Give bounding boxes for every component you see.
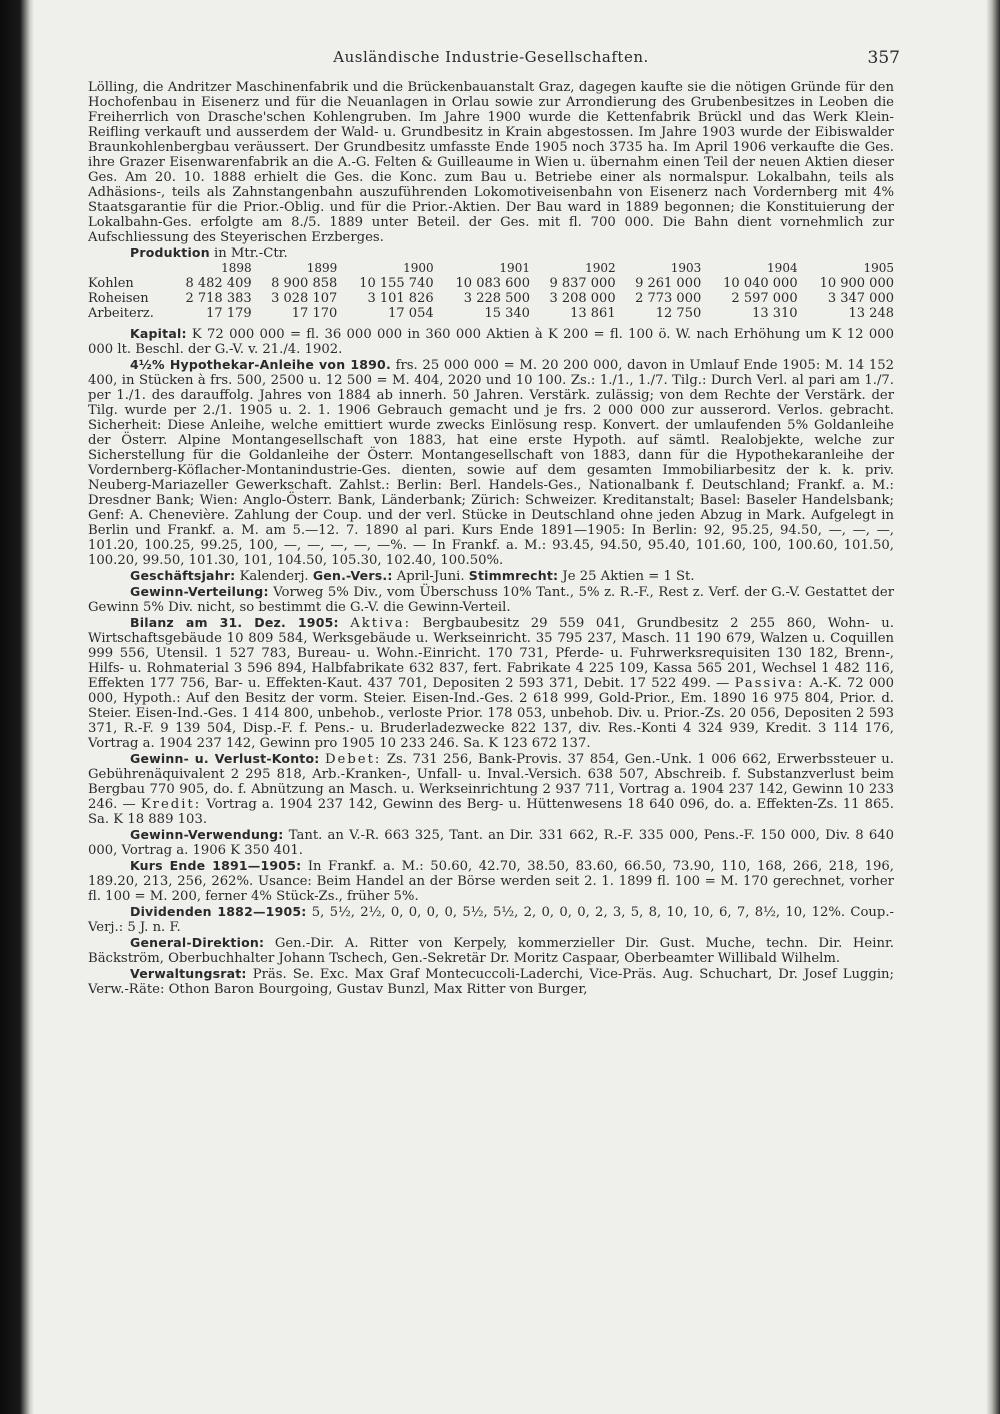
section-heading: 4½% Hypothekar-Anleihe von 1890. bbox=[130, 357, 391, 372]
section-heading: General-Direktion: bbox=[130, 935, 265, 950]
production-row-roheisen bbox=[88, 291, 894, 306]
year-header: 1904 bbox=[767, 261, 798, 275]
production-year-row bbox=[88, 261, 894, 276]
section-heading: Dividenden 1882—1905: bbox=[130, 904, 307, 919]
row-label: Arbeiterz. bbox=[88, 306, 154, 321]
section-text: Präs. Se. Exc. Max Graf Montecuccoli-Laderchi, Vice-Präs. Aug. Schuchart, Dr. Josef Luggin; Verw.-Räte: Othon Baron Bourgoing, Gustav Bunzl, Max Ritter von Burger, bbox=[88, 967, 894, 997]
section-heading: Gen.-Vers.: bbox=[312, 568, 393, 583]
section-heading: Verwaltungsrat: bbox=[130, 966, 247, 981]
scan-edge-right bbox=[986, 0, 1000, 1414]
section-heading: Bilanz am 31. Dez. 1905: bbox=[130, 615, 339, 630]
table-cell: 3 347 000 bbox=[827, 291, 894, 306]
page-number: 357 bbox=[867, 48, 900, 68]
row-label: Kohlen bbox=[88, 276, 134, 291]
year-header: 1903 bbox=[670, 261, 702, 275]
geschaeftsjahr-section bbox=[88, 568, 894, 584]
gewinn-verwendung-section bbox=[88, 827, 894, 858]
section-heading: Stimmrecht: bbox=[468, 568, 559, 583]
section-sublabel: In Frankf. a. M.: bbox=[307, 859, 424, 874]
production-row-kohlen bbox=[88, 276, 894, 291]
table-cell: 13 310 bbox=[752, 306, 798, 321]
section-heading: Gewinn-Verteilung: bbox=[130, 584, 269, 599]
section-heading: Gewinn- u. Verlust-Konto: bbox=[130, 751, 320, 766]
production-heading-line bbox=[88, 245, 894, 261]
section-text: frs. 25 000 000 = M. 20 200 000, davon in Umlauf Ende 1905: M. 14 152 400, in Stücken à frs. 500, 2500 u. 12 500 = M. 404, 2020 und 10 100. Zs.: 1./1., 1./7. Tilg.: Durch Verl. al pari am 1./7. per 1./1. des darauffolg. Jahres von 1884 ab innerh. 50 Jahren. Verstärk. zulässig; von dem Rechte der Verstärk. der Tilg. wurde per 2./1. 1905 u. 2. 1. 1906 Gebrauch gemacht und je frs. 2 000 000 zur ausserord. Verlos. gebracht. Sicherheit: Diese Anleihe, welche emittiert wurde zwecks Einlösung resp. Konvert. der umlaufenden 5% Goldanleihe der Österr. Alpine Montangesellschaft von 1883, hat eine erste Hypoth. auf sämtl. Realobjekte, welche zur Sicherstellung für die Goldanleihe der Österr. Montangesellschaft von 1883, dann für die Hypothekaranleihe der Vordernberg-Köflacher-Montanindustrie-Ges. dienten, sowie auf dem gesamten Immobiliarbesitz der k. k. priv. Neuberg-Mariazeller Gewerkschaft. Zahlst.: Berlin: Berl. Handels-Ges., Nationalbank f. Deutschland; Frankf. a. M.: Dresdner Bank; Wien: Anglo-Österr. Bank, Länderbank; Zürich: Schweizer. Kreditanstalt; Basel: Baseler Handelsbank; Genf: A. Chenevière. Zahlung der Coup. und der verl. Stücke in Deutschland ohne jeden Abzug in Mark. Aufgelegt in Berlin und Frankf. a. M. am 5.—12. 7. 1890 al pari. Kurs Ende 1891—1905: In Berlin: 92, 95.25, 94.50, —, —, —, 101.20, 100.25, 99.25, 100, —, —, —, —, —%. — In Frankf. a. M.: 93.45, 94.50, 95.40, 101.60, 100, 100.60, 101.50, 100.20, 99.50, 101.30, 101, 104.50, 105.30, 102.40, 100.50%. bbox=[88, 358, 894, 568]
table-cell: 13 861 bbox=[570, 306, 616, 321]
table-cell: 8 900 858 bbox=[271, 276, 338, 291]
intro-paragraph: Lölling, die Andritzer Maschinenfabrik und die Brückenbauanstalt Graz, dagegen kaufte sie die nötigen Gründe für den Hochofenbau in Eisenerz und für die Neuanlagen in Orlau sowie zur Arrondierung des Grubenbesitzes in Leoben die Freiherrlich von Drasche'schen Kohlengruben. Im Jahre 1900 wurde die Kettenfabrik Brückl und das Werk Klein-Reifling verkauft und ausserdem der Wald- u. Grundbesitz in Krain abgestossen. Im Jahre 1903 wurde der Eibiswalder Braunkohlenbergbau veräussert. Der Grundbesitz umfasste Ende 1905 noch 3735 ha. Im April 1906 verkaufte die Ges. ihre Grazer Eisenwarenfabrik an die A.-G. Felten & Guilleaume in Wien u. übernahm einen Teil der neuen Aktien dieser Ges. Am 20. 10. 1888 erhielt die Ges. die Konc. zum Bau u. Betriebe einer als normalspur. Lokalbahn, teils als Adhäsions-, teils als Zahnstangenbahn auszuführenden Lokomotiveisenbahn von Eisenerz nach Vordernberg mit 4% Staatsgarantie für die Prior.-Oblig. und für die Prior.-Aktien. Der Bau ward in 1889 begonnen; die Konstituierung der Lokalbahn-Ges. erfolgte am 8./5. 1889 unter Beteil. der Ges. mit fl. 700 000. Die Bahn dient vornehmlich zur Aufschliessung des Steyerischen Erzberges. bbox=[88, 80, 894, 245]
table-cell: 3 101 826 bbox=[367, 291, 434, 306]
table-cell: 9 837 000 bbox=[549, 276, 616, 291]
table-cell: 17 170 bbox=[291, 306, 338, 321]
table-cell: 15 340 bbox=[484, 306, 530, 321]
table-cell: 10 155 740 bbox=[359, 276, 434, 291]
section-text: Je 25 Aktien = 1 St. bbox=[562, 569, 695, 584]
dividenden-section bbox=[88, 904, 894, 935]
table-cell: 17 179 bbox=[206, 306, 252, 321]
table-cell: 9 261 000 bbox=[635, 276, 702, 291]
row-label: Roheisen bbox=[88, 291, 149, 306]
year-header: 1898 bbox=[221, 261, 252, 275]
document-page bbox=[88, 48, 900, 997]
section-sublabel: Debet: bbox=[324, 752, 382, 767]
section-text: Kalenderj. bbox=[239, 569, 309, 584]
kapital-section bbox=[88, 326, 894, 357]
year-header: 1905 bbox=[863, 261, 894, 275]
section-text: A.-K. 72 000 000, Hypoth.: Auf den Besitz der vorm. Steier. Eisen-Ind.-Ges. 2 618 999, Gold-Prior., Em. 1890 16 975 804, Prior. d. Steier. Eisen-Ind.-Ges. 1 414 800, unbehob., verloste Prior. 178 053, unbehob. Div. u. Prior.-Zs. 20 056, Depositen 2 593 371, R.-F. 9 139 504, Disp.-F. f. Pens.- u. Bruderladezwecke 822 137, div. Res.-Konti 4 324 939, Kredit. 3 114 176, Vortrag a. 1904 237 142, Gewinn pro 1905 10 233 246. Sa. K 123 672 137. bbox=[88, 676, 894, 751]
direktion-section bbox=[88, 935, 894, 966]
section-heading: Gewinn-Verwendung: bbox=[130, 827, 284, 842]
running-title: Ausländische Industrie-Gesellschaften. bbox=[333, 48, 649, 66]
section-text: Vorweg 5% Div., vom Überschuss 10% Tant., 5% z. R.-F., Rest z. Verf. der G.-V. Gestattet der Gewinn 5% Div. nicht, so bestimmt die G.-V. die Gewinn-Verteil. bbox=[88, 585, 894, 615]
kurs-section bbox=[88, 858, 894, 904]
section-text: K 72 000 000 = fl. 36 000 000 in 360 000 Aktien à K 200 = fl. 100 ö. W. nach Erhöhung um K 12 000 000 lt. Beschl. der G.-V. v. 21./4. 1902. bbox=[88, 327, 894, 357]
table-cell: 13 248 bbox=[848, 306, 894, 321]
section-text: Vortrag a. 1904 237 142, Gewinn des Berg- u. Hüttenwesens 18 640 096, do. a. Effekten-Zs. 11 865. Sa. K 18 889 103. bbox=[88, 797, 894, 827]
section-text: Tant. an V.-R. 663 325, Tant. an Dir. 331 662, R.-F. 335 000, Pens.-F. 150 000, Div. 8 640 000, Vortrag a. 1906 K 350 401. bbox=[88, 828, 894, 858]
production-table bbox=[88, 261, 894, 321]
section-text: 50.60, 42.70, 38.50, 83.60, 66.50, 73.90, 110, 168, 266, 218, 196, 189.20, 213, 256, 262%. Usance: Beim Handel an der Börse werden seit 2. 1. 1899 fl. 100 = M. 170 gerechnet, vorher fl. 100 = M. 200, ferner 4% Stück-Zs., früher 5%. bbox=[88, 859, 894, 904]
table-cell: 2 773 000 bbox=[635, 291, 702, 306]
section-text: Zs. 731 256, Bank-Provis. 37 854, Gen.-Unk. 1 006 662, Erwerbssteuer u. Gebührenäquivalent 2 295 818, Arb.-Kranken-, Unfall- u. Inval.-Versich. 638 507, Abschreib. f. Substanzverlust beim Bergbau 770 905, do. f. Abnützung an Masch. u. Werkseinrichtung 2 937 711, Vortrag a. 1904 237 142, Gewinn 10 233 246. — bbox=[88, 752, 894, 812]
table-cell: 12 750 bbox=[655, 306, 702, 321]
section-heading: Geschäftsjahr: bbox=[130, 568, 236, 583]
section-text: April-Juni. bbox=[396, 569, 465, 584]
table-cell: 10 040 000 bbox=[723, 276, 798, 291]
section-text: Gen.-Dir. A. Ritter von Kerpely, kommerzieller Dir. Gust. Muche, techn. Dir. Heinr. Bäckström, Oberbuchhalter Johann Tschech, Gen.-Sekretär Dr. Moritz Caspaar, Oberbeamter Willibald Wilhelm. bbox=[88, 936, 894, 966]
table-cell: 10 083 600 bbox=[455, 276, 530, 291]
table-cell: 10 900 000 bbox=[819, 276, 894, 291]
section-sublabel: Aktiva: bbox=[350, 616, 412, 631]
production-corner bbox=[88, 261, 166, 276]
year-header: 1899 bbox=[306, 261, 338, 275]
section-sublabel: Passiva: bbox=[734, 676, 805, 691]
table-cell: 3 208 000 bbox=[549, 291, 616, 306]
section-text: 5, 5½, 2½, 0, 0, 0, 0, 5½, 5½, 2, 0, 0, 0, 2, 3, 5, 8, 10, 10, 6, 7, 8½, 10, 12%. Coup.-Verj.: 5 J. n. F. bbox=[88, 905, 894, 935]
section-heading: Kurs Ende 1891—1905: bbox=[130, 858, 302, 873]
year-header: 1900 bbox=[403, 261, 434, 275]
production-heading: Produktion bbox=[130, 245, 210, 260]
page-header bbox=[88, 48, 900, 80]
scan-edge-left bbox=[0, 0, 34, 1414]
table-cell: 2 597 000 bbox=[731, 291, 798, 306]
production-unit: in Mtr.-Ctr. bbox=[214, 246, 288, 261]
table-cell: 8 482 409 bbox=[185, 276, 252, 291]
production-row-arbeiter bbox=[88, 306, 894, 321]
table-cell: 3 228 500 bbox=[463, 291, 530, 306]
section-heading: Kapital: bbox=[130, 326, 187, 341]
bilanz-section bbox=[88, 615, 894, 751]
verwaltungsrat-section bbox=[88, 966, 894, 997]
table-cell: 3 028 107 bbox=[271, 291, 338, 306]
gewinn-verlust-section bbox=[88, 751, 894, 827]
section-text: Bergbaubesitz 29 559 041, Grundbesitz 2 255 860, Wohn- u. Wirtschaftsgebäude 10 809 584, Werksgebäude u. Werkseinricht. 35 795 237, Masch. 11 190 679, Walzen u. Coquillen 999 556, Utensil. 1 527 783, Bureau- u. Wohn.-Einricht. 170 731, Pferde- u. Fuhrwerksrequisiten 130 182, Brenn-, Hilfs- u. Rohmaterial 3 596 894, Halbfabrikate 632 837, fert. Fabrikate 4 225 109, Kassa 565 201, Wechsel 1 482 116, Effekten 177 756, Bar- u. Effekten-Kaut. 437 701, Depositen 2 593 371, Debit. 17 522 499. — bbox=[88, 616, 894, 691]
year-header: 1902 bbox=[585, 261, 616, 275]
gewinn-verteilung-section bbox=[88, 584, 894, 615]
section-sublabel: Kredit: bbox=[140, 797, 202, 812]
year-header: 1901 bbox=[499, 261, 530, 275]
table-cell: 17 054 bbox=[388, 306, 434, 321]
anleihe-section bbox=[88, 357, 894, 568]
table-cell: 2 718 383 bbox=[185, 291, 252, 306]
